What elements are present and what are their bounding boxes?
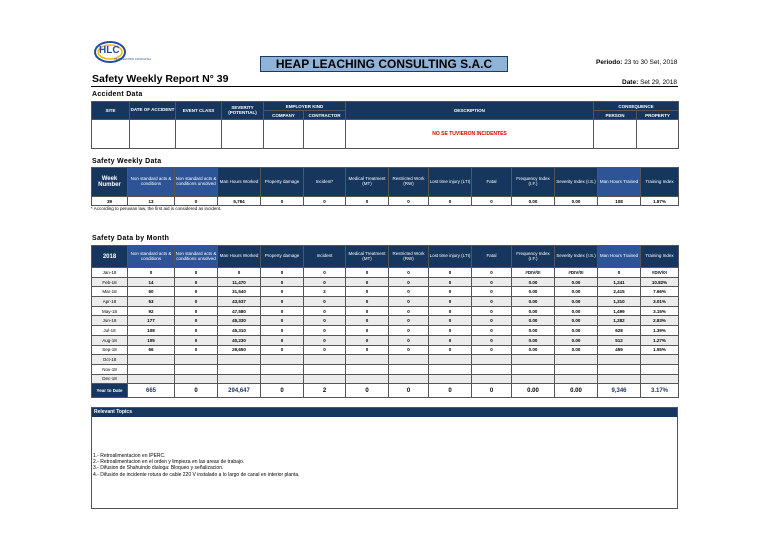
monthly-value-cell: 0 xyxy=(389,268,429,278)
monthly-value-cell: 0 xyxy=(346,268,389,278)
monthly-row xyxy=(92,326,679,336)
monthly-row xyxy=(92,345,679,355)
monthly-value-cell: 628 xyxy=(598,326,641,336)
acc-cell xyxy=(92,120,130,149)
weekly-header-cell: Frequency Index (I.F.) xyxy=(512,168,555,197)
report-title: Safety Weekly Report N° 39 xyxy=(92,73,229,85)
weekly-header-cell: Incident* xyxy=(304,168,346,197)
weekly-header-cell: Fatal xyxy=(472,168,512,197)
weekly-header-cell: Medical Treatment (MT) xyxy=(346,168,389,197)
monthly-header-cell: Medical Treatment (MT) xyxy=(346,246,389,268)
monthly-value-cell: 0 xyxy=(429,297,472,307)
monthly-value-cell: 0 xyxy=(346,287,389,297)
weekly-header-cell: Man Hours Worked xyxy=(218,168,261,197)
monthly-value-cell xyxy=(512,355,555,365)
monthly-value-cell: 0 xyxy=(346,335,389,345)
monthly-value-cell: #DIV/0! xyxy=(641,268,679,278)
report-date xyxy=(622,79,677,86)
monthly-value-cell xyxy=(128,355,175,365)
monthly-total-cell: 3.17% xyxy=(641,384,679,398)
monthly-value-cell: 29,650 xyxy=(218,345,261,355)
monthly-value-cell: #DIV/0! xyxy=(555,268,598,278)
monthly-value-cell: 0 xyxy=(346,316,389,326)
monthly-value-cell: 0.00 xyxy=(555,316,598,326)
acc-description-note: NO SE TUVIERON INCIDENTES xyxy=(346,120,594,149)
monthly-value-cell: 0 xyxy=(304,297,346,307)
monthly-value-cell: 1,282 xyxy=(598,316,641,326)
monthly-value-cell: 3.01% xyxy=(641,297,679,307)
monthly-value-cell xyxy=(304,364,346,374)
monthly-value-cell: 0 xyxy=(429,335,472,345)
monthly-header-cell: Incident xyxy=(304,246,346,268)
acc-hdr-property: PROPERTY xyxy=(637,111,679,120)
monthly-value-cell: 459 xyxy=(598,345,641,355)
monthly-value-cell: 0 xyxy=(389,277,429,287)
monthly-value-cell xyxy=(175,364,218,374)
monthly-total-cell: 0 xyxy=(389,384,429,398)
monthly-table xyxy=(91,245,679,398)
monthly-value-cell xyxy=(429,364,472,374)
monthly-value-cell: 0 xyxy=(175,345,218,355)
monthly-value-cell: 0 xyxy=(472,297,512,307)
monthly-value-cell: 0.00 xyxy=(512,316,555,326)
monthly-value-cell: 1.27% xyxy=(641,335,679,345)
monthly-value-cell: 0 xyxy=(261,287,304,297)
monthly-value-cell: 177 xyxy=(128,316,175,326)
monthly-value-cell: 0 xyxy=(472,277,512,287)
monthly-value-cell: 0.00 xyxy=(512,345,555,355)
weekly-value-cell: 0 xyxy=(175,197,218,206)
monthly-value-cell: 0.00 xyxy=(512,277,555,287)
monthly-row xyxy=(92,374,679,384)
monthly-month-cell: Dec-18 xyxy=(92,374,128,384)
weekly-value-cell: 0.00 xyxy=(512,197,555,206)
company-logo xyxy=(93,40,152,64)
monthly-value-cell: 0 xyxy=(389,297,429,307)
monthly-value-cell xyxy=(218,355,261,365)
monthly-value-cell: 92 xyxy=(128,306,175,316)
monthly-value-cell: 0 xyxy=(218,268,261,278)
acc-hdr-contractor: CONTRACTOR xyxy=(304,111,346,120)
monthly-value-cell: 0 xyxy=(429,277,472,287)
monthly-value-cell: 0 xyxy=(261,316,304,326)
monthly-value-cell xyxy=(641,364,679,374)
topic-item: 3.- Difusion de Shahuindo dialoga: Bloqueo y señalizacion. xyxy=(93,465,224,472)
monthly-value-cell: #DIV/0! xyxy=(512,268,555,278)
acc-hdr-employer-kind: EMPLOYER KIND xyxy=(264,102,346,111)
monthly-total-cell: 0 xyxy=(346,384,389,398)
monthly-value-cell: 0 xyxy=(304,306,346,316)
monthly-value-cell: 0 xyxy=(261,268,304,278)
topics-box xyxy=(91,407,678,509)
monthly-value-cell: 45,310 xyxy=(218,326,261,336)
monthly-total-cell: 0 xyxy=(175,384,218,398)
monthly-header-cell: Non standard acts & conditions unsolved xyxy=(175,246,218,268)
monthly-header-cell: Restricted Work (RW) xyxy=(389,246,429,268)
monthly-value-cell: 0.00 xyxy=(555,335,598,345)
monthly-value-cell: 0 xyxy=(389,326,429,336)
monthly-year-header: 2018 xyxy=(92,246,128,268)
monthly-value-cell: 0 xyxy=(175,277,218,287)
monthly-value-cell: 0 xyxy=(429,287,472,297)
monthly-value-cell: 31,540 xyxy=(218,287,261,297)
weekly-header-cell: Non standard acts & conditions xyxy=(128,168,175,197)
monthly-value-cell xyxy=(555,374,598,384)
monthly-row xyxy=(92,306,679,316)
acc-cell xyxy=(304,120,346,149)
weekly-header-cell: Non standard acts & conditions unsolved xyxy=(175,168,218,197)
monthly-value-cell: 0 xyxy=(304,345,346,355)
monthly-value-cell xyxy=(389,355,429,365)
accident-section-title: Accident Data xyxy=(92,91,143,98)
monthly-value-cell: 0.00 xyxy=(512,297,555,307)
monthly-header-cell: Frequency Index (I.F.) xyxy=(512,246,555,268)
monthly-value-cell: 0.00 xyxy=(555,345,598,355)
monthly-total-cell: 294,647 xyxy=(218,384,261,398)
weekly-value-cell: 0 xyxy=(261,197,304,206)
monthly-value-cell: 0 xyxy=(472,335,512,345)
monthly-value-cell xyxy=(128,364,175,374)
monthly-value-cell xyxy=(261,364,304,374)
monthly-value-cell xyxy=(346,364,389,374)
monthly-header-cell: Training Index xyxy=(641,246,679,268)
monthly-value-cell xyxy=(175,374,218,384)
weekly-value-cell: 0 xyxy=(304,197,346,206)
monthly-value-cell: 43,537 xyxy=(218,297,261,307)
monthly-row xyxy=(92,277,679,287)
monthly-value-cell: 47,580 xyxy=(218,306,261,316)
acc-cell xyxy=(264,120,304,149)
weekly-value-cell: 0 xyxy=(472,197,512,206)
monthly-value-cell xyxy=(304,355,346,365)
monthly-month-cell: Aug-18 xyxy=(92,335,128,345)
monthly-total-cell: 0.00 xyxy=(555,384,598,398)
acc-hdr-company: COMPANY xyxy=(264,111,304,120)
monthly-value-cell: 0 xyxy=(346,345,389,355)
monthly-value-cell: 1.55% xyxy=(641,345,679,355)
monthly-value-cell: 0 xyxy=(128,268,175,278)
monthly-value-cell: 66 xyxy=(128,345,175,355)
weekly-value-cell: 39 xyxy=(92,197,128,206)
monthly-value-cell: 0 xyxy=(389,306,429,316)
monthly-value-cell: 1,499 xyxy=(598,306,641,316)
acc-cell xyxy=(594,120,637,149)
monthly-value-cell: 0 xyxy=(472,268,512,278)
monthly-value-cell: 0 xyxy=(472,287,512,297)
monthly-value-cell: 0 xyxy=(429,326,472,336)
monthly-value-cell: 0 xyxy=(346,277,389,287)
monthly-month-cell: Feb-18 xyxy=(92,277,128,287)
monthly-value-cell: 0 xyxy=(472,326,512,336)
acc-hdr-event-class: EVENT CLASS xyxy=(176,102,222,120)
weekly-table xyxy=(91,167,679,206)
monthly-value-cell xyxy=(261,355,304,365)
monthly-value-cell: 0 xyxy=(346,297,389,307)
monthly-value-cell: 2,415 xyxy=(598,287,641,297)
monthly-value-cell: 0 xyxy=(429,316,472,326)
monthly-value-cell: 0 xyxy=(389,345,429,355)
monthly-total-cell: 665 xyxy=(128,384,175,398)
monthly-value-cell: 0.00 xyxy=(512,287,555,297)
monthly-row xyxy=(92,297,679,307)
acc-hdr-site: SITE xyxy=(92,102,130,120)
monthly-value-cell xyxy=(429,355,472,365)
topics-list xyxy=(93,453,300,478)
period-label: Periodo: xyxy=(596,59,623,66)
topic-item: 2.- Retroalimentacion en el orden y limpieza en las areas de trabajo. xyxy=(93,459,245,466)
weekly-value-cell: 0.00 xyxy=(555,197,598,206)
acc-cell xyxy=(637,120,679,149)
monthly-value-cell: 0.00 xyxy=(555,277,598,287)
monthly-header-cell: Man Hours Worked xyxy=(218,246,261,268)
monthly-section-title: Safety Data by Month xyxy=(92,235,170,242)
monthly-value-cell xyxy=(389,374,429,384)
monthly-row xyxy=(92,364,679,374)
monthly-value-cell: 0 xyxy=(598,268,641,278)
monthly-header-cell: Severity Index (I.S.) xyxy=(555,246,598,268)
topics-title: Relevant Topics xyxy=(92,408,677,417)
monthly-row xyxy=(92,268,679,278)
monthly-row xyxy=(92,355,679,365)
weekly-header-cell: Property damage xyxy=(261,168,304,197)
monthly-value-cell xyxy=(641,374,679,384)
monthly-value-cell: 0 xyxy=(346,326,389,336)
monthly-value-cell: 0 xyxy=(429,306,472,316)
monthly-value-cell: 0 xyxy=(304,268,346,278)
monthly-month-cell: Oct-18 xyxy=(92,355,128,365)
monthly-value-cell: 0 xyxy=(261,335,304,345)
monthly-value-cell: 0 xyxy=(261,277,304,287)
acc-cell xyxy=(222,120,264,149)
weekly-header-cell: Man Hours Trained xyxy=(598,168,641,197)
monthly-value-cell: 0 xyxy=(175,326,218,336)
logo-subtext: HEAP LEACHING CONSULTING xyxy=(114,58,152,61)
monthly-value-cell: 0.00 xyxy=(555,287,598,297)
acc-cell xyxy=(130,120,176,149)
monthly-total-cell: 0 xyxy=(429,384,472,398)
monthly-value-cell: 0 xyxy=(261,345,304,355)
weekly-value-cell: 108 xyxy=(598,197,641,206)
monthly-value-cell: 0 xyxy=(175,287,218,297)
monthly-value-cell xyxy=(389,364,429,374)
monthly-value-cell: 10.82% xyxy=(641,277,679,287)
monthly-value-cell: 0.00 xyxy=(555,297,598,307)
weekly-header-cell: Lost time injury (LTI) xyxy=(429,168,472,197)
monthly-value-cell: 0.00 xyxy=(512,326,555,336)
monthly-value-cell: 1,241 xyxy=(598,277,641,287)
monthly-value-cell xyxy=(598,364,641,374)
acc-cell xyxy=(176,120,222,149)
monthly-value-cell: 0 xyxy=(175,297,218,307)
monthly-value-cell: 0.00 xyxy=(512,306,555,316)
monthly-value-cell: 0.00 xyxy=(555,306,598,316)
monthly-total-cell: 2 xyxy=(304,384,346,398)
monthly-month-cell: May-18 xyxy=(92,306,128,316)
acc-hdr-consequence: CONSEQUENCE xyxy=(594,102,679,111)
monthly-value-cell xyxy=(512,374,555,384)
monthly-month-cell: Jul-18 xyxy=(92,326,128,336)
monthly-value-cell xyxy=(598,374,641,384)
monthly-value-cell: 0 xyxy=(389,287,429,297)
monthly-value-cell: 14 xyxy=(128,277,175,287)
monthly-value-cell: 1.39% xyxy=(641,326,679,336)
monthly-value-cell: 7.66% xyxy=(641,287,679,297)
period-value: 23 to 30 Set, 2018 xyxy=(624,59,678,66)
header-rule xyxy=(91,86,678,87)
monthly-total-row xyxy=(92,384,679,398)
monthly-total-cell: 9,346 xyxy=(598,384,641,398)
monthly-value-cell: 0 xyxy=(304,277,346,287)
monthly-value-cell: 0 xyxy=(175,268,218,278)
monthly-value-cell xyxy=(472,364,512,374)
monthly-value-cell: 0 xyxy=(429,268,472,278)
period xyxy=(596,59,677,66)
weekly-header-cell: Training Index xyxy=(641,168,679,197)
monthly-month-cell: Jun-18 xyxy=(92,316,128,326)
monthly-value-cell xyxy=(429,374,472,384)
monthly-total-cell: 0.00 xyxy=(512,384,555,398)
monthly-value-cell: 0 xyxy=(472,316,512,326)
monthly-value-cell: 0.00 xyxy=(512,335,555,345)
monthly-value-cell: 0 xyxy=(175,306,218,316)
monthly-value-cell: 3.15% xyxy=(641,306,679,316)
monthly-value-cell xyxy=(555,364,598,374)
monthly-value-cell: 0 xyxy=(304,335,346,345)
monthly-row xyxy=(92,287,679,297)
acc-hdr-description: DESCRIPTION xyxy=(346,102,594,120)
monthly-value-cell: 2 xyxy=(304,287,346,297)
company-banner: HEAP LEACHING CONSULTING S.A.C xyxy=(260,56,508,72)
monthly-value-cell: 0 xyxy=(389,316,429,326)
monthly-value-cell: 53 xyxy=(128,297,175,307)
monthly-month-cell: Sep-18 xyxy=(92,345,128,355)
monthly-value-cell xyxy=(512,364,555,374)
monthly-value-cell: 105 xyxy=(128,335,175,345)
monthly-value-cell: 512 xyxy=(598,335,641,345)
monthly-total-cell: 0 xyxy=(472,384,512,398)
monthly-value-cell xyxy=(304,374,346,384)
monthly-header-cell: Property damage xyxy=(261,246,304,268)
monthly-value-cell xyxy=(346,355,389,365)
monthly-month-cell: Nov-18 xyxy=(92,364,128,374)
monthly-value-cell xyxy=(218,364,261,374)
monthly-month-cell: Apr-18 xyxy=(92,297,128,307)
weekly-value-cell: 0 xyxy=(346,197,389,206)
monthly-header-cell: Man Hours Trained xyxy=(598,246,641,268)
monthly-value-cell xyxy=(128,374,175,384)
monthly-value-cell: 0 xyxy=(175,316,218,326)
monthly-value-cell: 0 xyxy=(346,306,389,316)
weekly-value-cell: 5,784 xyxy=(218,197,261,206)
monthly-value-cell: 0 xyxy=(429,345,472,355)
monthly-month-cell: Mar-18 xyxy=(92,287,128,297)
monthly-header-cell: Lost time injury (LTI) xyxy=(429,246,472,268)
monthly-value-cell xyxy=(641,355,679,365)
acc-hdr-severity: SEVERITY (POTENTIAL) xyxy=(222,102,264,120)
monthly-value-cell xyxy=(472,374,512,384)
weekly-section-title: Safety Weekly Data xyxy=(92,158,162,165)
monthly-value-cell xyxy=(598,355,641,365)
monthly-value-cell: 0 xyxy=(261,326,304,336)
date-value: Set 29, 2018 xyxy=(640,79,677,86)
monthly-value-cell: 0 xyxy=(304,316,346,326)
monthly-value-cell: 45,330 xyxy=(218,316,261,326)
weekly-value-cell: 13 xyxy=(128,197,175,206)
monthly-value-cell: 40,230 xyxy=(218,335,261,345)
monthly-header-cell: Non standard acts & conditions xyxy=(128,246,175,268)
weekly-header-cell: Week Number xyxy=(92,168,128,197)
acc-hdr-person: PERSON xyxy=(594,111,637,120)
weekly-footnote: * According to peruvian law, the first aid is considered as incident. xyxy=(91,206,222,211)
monthly-value-cell: 0 xyxy=(389,335,429,345)
logo-text: HLC xyxy=(99,45,120,56)
monthly-total-cell: 0 xyxy=(261,384,304,398)
monthly-value-cell: 1,310 xyxy=(598,297,641,307)
monthly-value-cell: 0 xyxy=(304,326,346,336)
monthly-month-cell: Jan-18 xyxy=(92,268,128,278)
monthly-value-cell: 0.00 xyxy=(555,326,598,336)
monthly-value-cell: 50 xyxy=(128,287,175,297)
monthly-value-cell: 0 xyxy=(261,297,304,307)
weekly-header-cell: Restricted Work (RW) xyxy=(389,168,429,197)
monthly-value-cell xyxy=(218,374,261,384)
topic-item: 4.- Difusión de incidente rotura de cable 220 V instalado a lo largo de canal en interior planta. xyxy=(93,471,300,478)
monthly-header-cell: Fatal xyxy=(472,246,512,268)
accident-table xyxy=(91,101,679,149)
monthly-value-cell xyxy=(261,374,304,384)
monthly-value-cell xyxy=(472,355,512,365)
weekly-header-cell: Severity Index (I.S.) xyxy=(555,168,598,197)
weekly-value-cell: 0 xyxy=(429,197,472,206)
weekly-value-cell: 0 xyxy=(389,197,429,206)
monthly-value-cell: 11,470 xyxy=(218,277,261,287)
monthly-row xyxy=(92,316,679,326)
weekly-value-cell: 1.87% xyxy=(641,197,679,206)
monthly-value-cell: 108 xyxy=(128,326,175,336)
monthly-value-cell: 0 xyxy=(261,306,304,316)
monthly-total-label: Year to Date xyxy=(92,384,128,398)
monthly-value-cell: 0 xyxy=(472,306,512,316)
monthly-value-cell xyxy=(175,355,218,365)
date-label: Date: xyxy=(622,79,639,86)
topic-item: 1.- Retroalimentacion en IPERC. xyxy=(93,453,166,459)
acc-hdr-date: DATE OF ACCIDENT xyxy=(130,102,176,120)
monthly-value-cell: 2.83% xyxy=(641,316,679,326)
monthly-value-cell: 0 xyxy=(472,345,512,355)
monthly-value-cell: 0 xyxy=(175,335,218,345)
monthly-value-cell xyxy=(555,355,598,365)
monthly-row xyxy=(92,335,679,345)
monthly-value-cell xyxy=(346,374,389,384)
